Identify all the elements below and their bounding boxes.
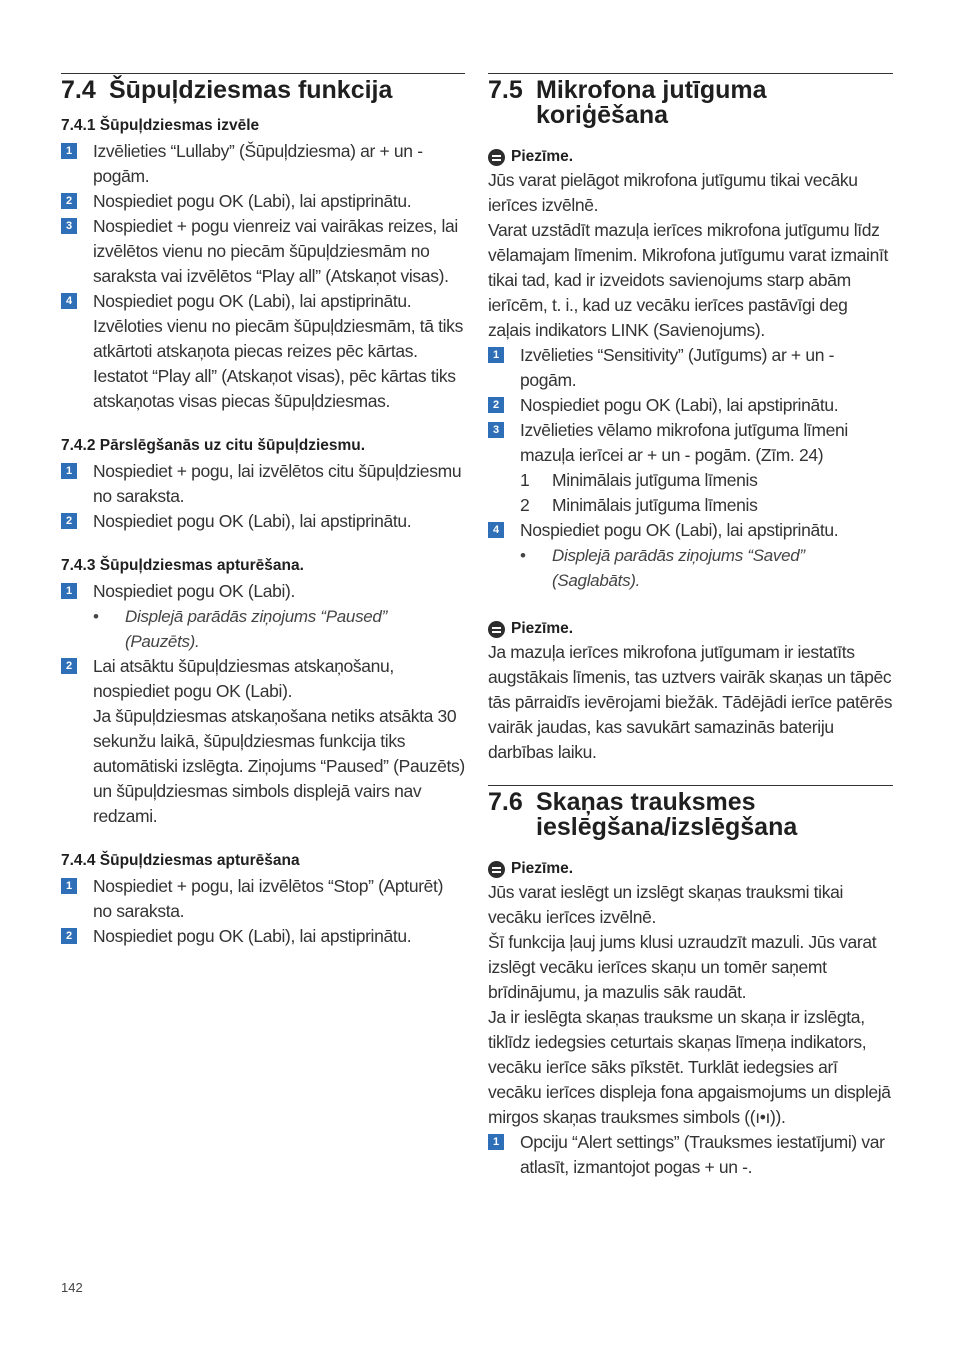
step-number-badge: 4 (61, 293, 77, 309)
step-number-badge: 2 (488, 397, 504, 413)
paragraph: Ja ir ieslēgta skaņas trauksme un skaņa ir izslēgta, tiklīdz iedegsies ceturtais skaņas līmeņa indikators, vecāku ierīce sāks pīkstēt. Turklāt iedegsies arī vecāku ierīces displeja fona apgaismojums un displejā mirgos skaņas trauksmes simbols ((ı•ı)). (488, 1007, 891, 1127)
section-title: Mikrofona jutīguma koriģēšana (536, 76, 767, 129)
step-list (61, 874, 465, 949)
step-number-badge: 1 (61, 143, 77, 159)
note-label: Piezīme. (511, 620, 574, 637)
level-item (520, 493, 893, 518)
step-number-badge: 1 (488, 1134, 504, 1150)
step-text: Opciju “Alert settings” (Trauksmes iestatījumi) var atlasīt, izmantojot pogas + un -. (520, 1132, 885, 1177)
step-text: Izvēlieties “Lullaby” (Šūpuļdziesma) ar + un - pogām. (93, 141, 423, 186)
step-list (488, 343, 893, 593)
step-number-badge: 3 (61, 218, 77, 234)
step-text: Iestatot “Play all” (Atskaņot visas), pēc kārtas tiks atskaņotas visas piecas šūpuļdziesmas. (93, 366, 456, 411)
bullet-dot: • (93, 607, 99, 626)
step-number-badge: 2 (61, 513, 77, 529)
note-icon (488, 861, 505, 878)
paragraph: Jūs varat ieslēgt un izslēgt skaņas trauksmi tikai vecāku ierīces izvēlnē. (488, 882, 844, 927)
step-number-badge: 3 (488, 422, 504, 438)
level-text: Minimālais jutīguma līmenis (552, 495, 758, 515)
step-item (61, 459, 465, 509)
bullet-dot: • (520, 546, 526, 565)
step-item (488, 1130, 893, 1180)
step-text: Nospiediet pogu OK (Labi), lai apstiprinātu. (93, 191, 412, 211)
note-icon (488, 621, 505, 638)
step-text: Lai atsāktu šūpuļdziesmas atskaņošanu, nospiediet pogu OK (Labi). (93, 656, 394, 701)
left-column (61, 73, 465, 949)
bullet-text: Displejā parādās ziņojums “Saved” (Saglabāts). (552, 546, 805, 590)
section-number: 7.4 (61, 76, 96, 104)
step-item (61, 189, 465, 214)
step-item (488, 393, 893, 418)
step-list (61, 459, 465, 534)
step-item (488, 518, 893, 543)
step-number-badge: 1 (61, 878, 77, 894)
step-number-badge: 1 (61, 463, 77, 479)
note-heading (488, 858, 893, 880)
bullet-item (93, 604, 465, 654)
subsection-heading-7-4-4: 7.4.4 Šūpuļdziesmas apturēšana (61, 852, 300, 869)
step-text: Nospiediet + pogu, lai izvēlētos “Stop” (Apturēt) no saraksta. (93, 876, 444, 921)
step-text: Nospiediet + pogu vienreiz vai vairākas reizes, lai izvēlētos vienu no piecām šūpuļdziesmām no saraksta vai izvēlētos “Play all” (Atskaņot visas). (93, 216, 458, 286)
subsection-heading-7-4-2: 7.4.2 Pārslēgšanās uz citu šūpuļdziesmu. (61, 437, 366, 454)
step-number-badge: 1 (488, 347, 504, 363)
note-heading (488, 618, 893, 640)
step-list (61, 579, 465, 829)
page-number: 142 (61, 1280, 83, 1295)
section-number: 7.5 (488, 76, 523, 104)
step-item (61, 214, 465, 289)
level-number: 2 (520, 495, 530, 515)
step-number-badge: 1 (61, 583, 77, 599)
note-icon (488, 149, 505, 166)
step-text: Nospiediet pogu OK (Labi), lai apstiprinātu. (520, 520, 839, 540)
step-item (61, 289, 465, 414)
note-label: Piezīme. (511, 860, 574, 877)
right-column (488, 73, 893, 1180)
step-number-badge: 2 (61, 193, 77, 209)
paragraph: Šī funkcija ļauj jums klusi uzraudzīt mazuli. Jūs varat izslēgt vecāku ierīces skaņu un tomēr saņemt brīdinājumu, ja mazulis sāk raudāt. (488, 932, 877, 1002)
section-rule (488, 785, 893, 786)
level-number: 1 (520, 470, 530, 490)
level-text: Minimālais jutīguma līmenis (552, 470, 758, 490)
step-number-badge: 4 (488, 522, 504, 538)
step-text: Ja šūpuļdziesmas atskaņošana netiks atsākta 30 sekunžu laikā, šūpuļdziesmas funkcija tiks automātiski izslēgta. Ziņojums “Paused” (Pauzēts) un šūpuļdziesmas simbols displejā vairs nav redzami. (93, 706, 465, 826)
step-item (61, 579, 465, 604)
step-text: Nospiediet pogu OK (Labi), lai apstiprinātu. Izvēloties vienu no piecām šūpuļdziesmām, tā tiks atkārtoti atskaņota piecas reizes pēc kārtas. (93, 291, 463, 361)
step-item (61, 654, 465, 829)
step-item (61, 874, 465, 924)
step-text: Nospiediet pogu OK (Labi), lai apstiprinātu. (93, 511, 412, 531)
section-rule (488, 73, 893, 74)
paragraph: Varat uzstādīt mazuļa ierīces mikrofona jutīgumu līdz vēlamajam līmenim. Mikrofona jutīgumu varat izmainīt tikai tad, kad ir izveidots savienojums starp abām ierīcēm, t. i., kad uz vecāku ierīces pastāvīgi deg zaļais indikators LINK (Savienojums). (488, 220, 888, 340)
section-rule (61, 73, 465, 74)
step-number-badge: 2 (61, 928, 77, 944)
level-item (520, 468, 893, 493)
section-title: Skaņas trauksmes ieslēgšana/izslēgšana (536, 788, 798, 841)
section-heading-7-5 (488, 78, 893, 128)
note-heading (488, 146, 893, 168)
step-text: Izvēlieties vēlamo mikrofona jutīguma līmeni mazuļa ierīcei ar + un - pogām. (Zīm. 24) (520, 420, 848, 465)
step-item (61, 924, 465, 949)
step-text: Nospiediet pogu OK (Labi), lai apstiprinātu. (93, 926, 412, 946)
paragraph: Ja mazuļa ierīces mikrofona jutīgumam ir iestatīts augstākais līmenis, tas uztvers vairāk skaņas un tāpēc tās pārraidīs ievērojami biežāk. Tādējādi ierīce patērēs vairāk jaudas, kas savukārt samazinās bateriju darbības laiku. (488, 642, 893, 762)
step-item (488, 418, 893, 468)
step-list (61, 139, 465, 414)
step-item (488, 343, 893, 393)
paragraph: Jūs varat pielāgot mikrofona jutīgumu tikai vecāku ierīces izvēlnē. (488, 170, 858, 215)
step-text: Nospiediet pogu OK (Labi). (93, 581, 295, 601)
step-text: Nospiediet pogu OK (Labi), lai apstiprinātu. (520, 395, 839, 415)
section-title: Šūpuļdziesmas funkcija (109, 76, 393, 104)
section-heading-7-4 (61, 78, 465, 103)
bullet-text: Displejā parādās ziņojums “Paused” (Pauzēts). (125, 607, 387, 651)
subsection-heading-7-4-1: 7.4.1 Šūpuļdziesmas izvēle (61, 117, 260, 134)
subsection-heading-7-4-3: 7.4.3 Šūpuļdziesmas apturēšana. (61, 557, 304, 574)
step-text: Nospiediet + pogu, lai izvēlētos citu šūpuļdziesmu no saraksta. (93, 461, 462, 506)
step-item (61, 509, 465, 534)
step-text: Izvēlieties “Sensitivity” (Jutīgums) ar + un - pogām. (520, 345, 835, 390)
section-number: 7.6 (488, 788, 523, 816)
step-number-badge: 2 (61, 658, 77, 674)
note-label: Piezīme. (511, 148, 574, 165)
bullet-item (520, 543, 893, 593)
step-item (61, 139, 465, 189)
section-heading-7-6 (488, 790, 893, 840)
